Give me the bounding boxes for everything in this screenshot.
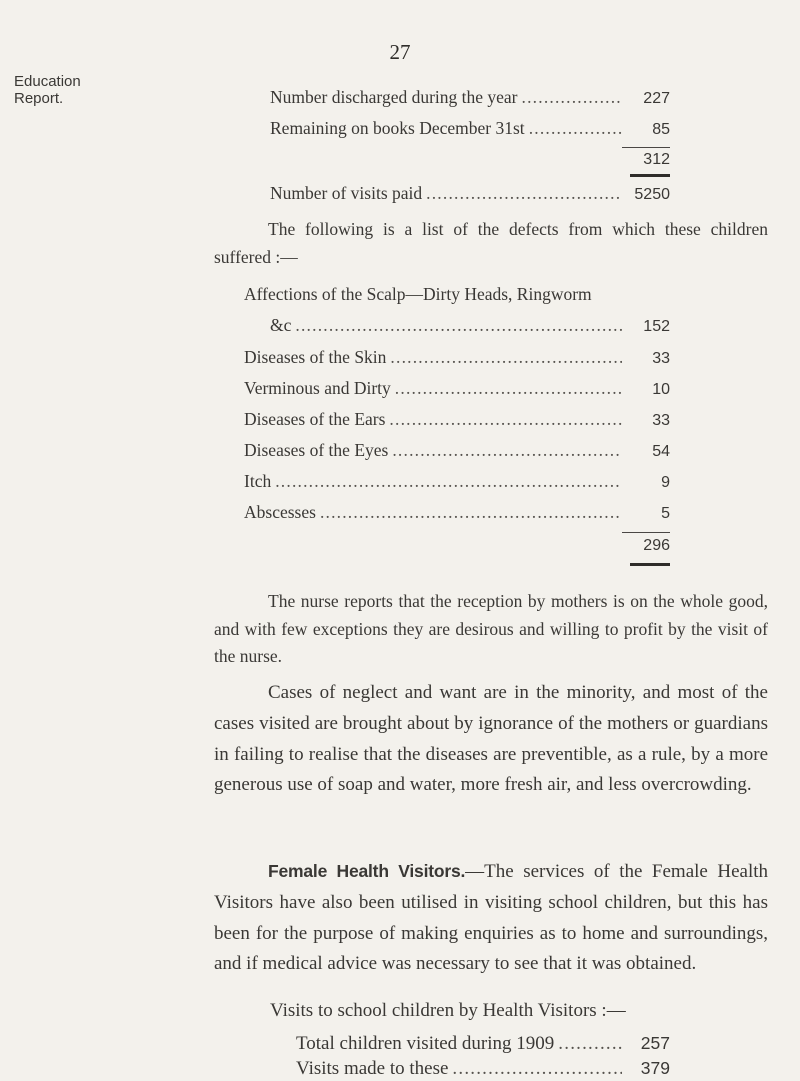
row-label: Itch <box>244 471 272 491</box>
sum-rule <box>622 532 670 533</box>
double-rule <box>630 563 670 566</box>
row-value: 379 <box>640 1058 670 1078</box>
row-label: Number discharged during the year <box>270 87 518 107</box>
row-value: 5250 <box>634 186 670 203</box>
female-visitors-heading: Female Health Visitors. <box>268 861 466 881</box>
defect-label-line1: Affections of the Scalp—Dirty Heads, Ringworm <box>244 284 592 304</box>
visits-made-row <box>296 1057 670 1080</box>
leader-dots <box>320 501 622 523</box>
row-value: 33 <box>652 350 670 367</box>
row-value: 10 <box>652 381 670 398</box>
female-visitors-paragraph <box>214 856 768 980</box>
row-value: 85 <box>652 121 670 138</box>
row-label: Verminous and Dirty <box>244 378 391 398</box>
row-label: Number of visits paid <box>270 183 423 203</box>
leader-dots <box>426 182 622 204</box>
leader-dots <box>395 377 622 399</box>
row-value: 227 <box>643 90 670 107</box>
defects-total: 296 <box>643 537 670 554</box>
defect-row-skin <box>244 346 670 370</box>
margin-note-line: Report. <box>14 90 64 107</box>
row-value: 5 <box>661 505 670 522</box>
leader-dots <box>390 346 622 368</box>
visits-intro: Visits to school children by Health Visitors :— <box>270 1000 626 1021</box>
double-rule <box>630 174 670 177</box>
visits-total-row <box>296 1032 670 1055</box>
row-value: 9 <box>661 474 670 491</box>
female-visitors-text: —The services of the Female Health Visitors have also been utilised in visiting school children, but this has been for the purpose of making enquiries as to home and surroundings, and if medical advice was necessary to see that it was obtained. <box>214 861 768 975</box>
defect-row-eyes <box>244 439 670 463</box>
defect-row-scalp <box>270 314 670 338</box>
leader-dots <box>558 1033 622 1055</box>
defect-row-itch <box>244 470 670 494</box>
margin-note <box>14 73 94 107</box>
defects-intro-text: The following is a list of the defects from which these children suffered :— <box>214 219 768 267</box>
row-value: 33 <box>652 412 670 429</box>
leader-dots <box>389 408 622 430</box>
sum-rule <box>622 147 670 148</box>
summary-remaining-row <box>270 117 670 141</box>
row-label: Total children visited during 1909 <box>296 1033 555 1054</box>
row-value: 152 <box>643 318 670 335</box>
nurse-text: The nurse reports that the reception by mothers is on the whole good, and with few exceptions they are desirous and willing to profit by the visit of the nurse. <box>214 591 768 667</box>
row-label: Abscesses <box>244 502 316 522</box>
nurse-paragraph <box>214 588 768 671</box>
row-label: Diseases of the Eyes <box>244 440 389 460</box>
neglect-paragraph <box>214 678 768 801</box>
defect-row-ears <box>244 408 670 432</box>
leader-dots <box>295 314 622 336</box>
defects-intro <box>214 216 768 271</box>
row-value: 54 <box>652 443 670 460</box>
row-label: Visits made to these <box>296 1058 449 1079</box>
margin-note-line: Education <box>14 73 81 90</box>
leader-dots <box>452 1058 622 1080</box>
row-label: &c <box>270 315 292 335</box>
row-label: Remaining on books December 31st <box>270 118 525 138</box>
leader-dots <box>529 117 622 139</box>
summary-total: 312 <box>643 151 670 168</box>
row-value: 257 <box>640 1033 670 1053</box>
summary-visits-row <box>270 182 670 206</box>
defect-row-verminous <box>244 377 670 401</box>
summary-discharged-row <box>270 86 670 110</box>
page-number: 27 <box>389 40 411 64</box>
row-label: Diseases of the Ears <box>244 409 386 429</box>
leader-dots <box>275 470 622 492</box>
neglect-text: Cases of neglect and want are in the minority, and most of the cases visited are brought about by ignorance of the mothers or guardians in failing to realise that the diseases are preventible, as a rule, by a more generous use of soap and water, more fresh air, and less overcrowding. <box>214 682 768 796</box>
row-label: Diseases of the Skin <box>244 347 387 367</box>
defect-row-abscesses <box>244 501 670 525</box>
leader-dots <box>522 86 622 108</box>
leader-dots <box>392 439 622 461</box>
